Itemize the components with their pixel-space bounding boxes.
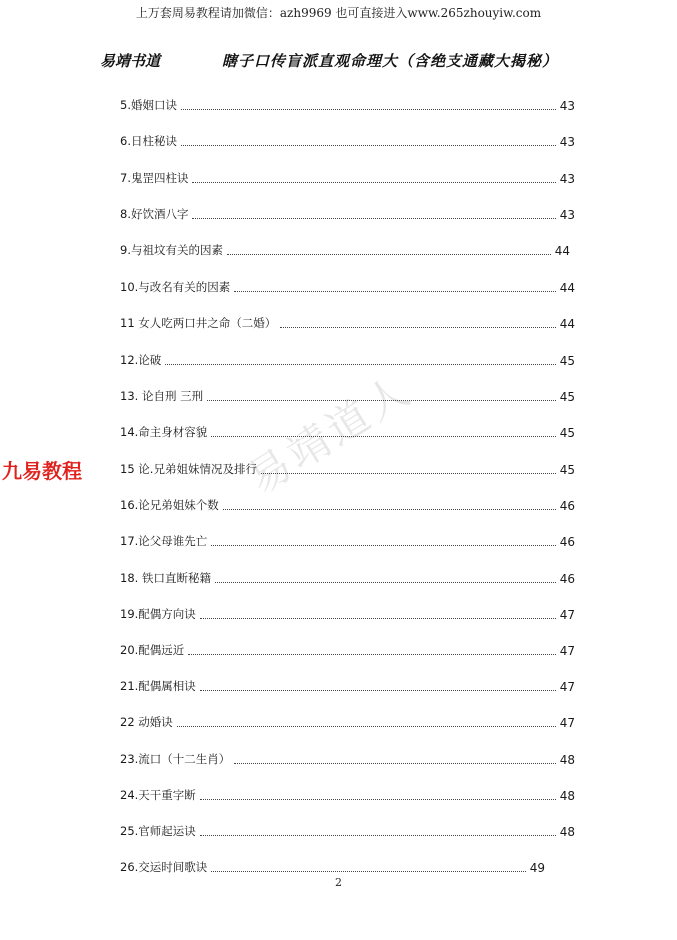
toc-entry-title: 9.与祖坟有关的因素 [120, 243, 223, 257]
header-right-title: 瞎子口传盲派直观命理大（含绝支通藏大揭秘） [222, 52, 559, 70]
toc-leader-dots [200, 834, 556, 836]
toc-entry[interactable] [120, 457, 575, 477]
toc-entry-title: 26.交运时间歌诀 [120, 860, 208, 874]
toc-entry-page: 46 [559, 499, 575, 513]
toc-leader-dots [234, 290, 555, 292]
toc-entry-title: 8.好饮酒八字 [120, 207, 189, 221]
toc-entry-page: 44 [559, 317, 575, 331]
toc-leader-dots [215, 581, 556, 583]
toc-leader-dots [200, 798, 556, 800]
header-left-title: 易靖书道 [100, 52, 161, 70]
toc-entry[interactable] [120, 420, 575, 440]
toc-entry-page: 48 [559, 753, 575, 767]
toc-entry[interactable] [120, 202, 575, 222]
toc-entry[interactable] [120, 384, 575, 404]
toc-entry[interactable] [120, 747, 575, 767]
toc-entry[interactable] [120, 275, 575, 295]
watermark: 易靖道人 [239, 364, 422, 504]
toc-entry-title: 24.天干重字断 [120, 788, 196, 802]
toc-entry[interactable] [120, 819, 575, 839]
toc-entry[interactable] [120, 93, 575, 113]
top-banner: 上万套周易教程请加微信：azh9969 也可直接进入www.265zhouyiw.com [135, 6, 542, 20]
toc-entry[interactable] [120, 529, 575, 549]
toc-leader-dots [200, 689, 556, 691]
toc-entry[interactable] [120, 710, 575, 730]
toc-entry-page: 43 [559, 99, 575, 113]
toc-entry[interactable] [120, 166, 575, 186]
toc-entry-page: 44 [554, 244, 570, 258]
toc-entry-title: 15 论.兄弟姐妹情况及排行 [120, 462, 257, 476]
toc-entry-title: 23.流口（十二生肖） [120, 752, 231, 766]
toc-leader-dots [192, 217, 555, 219]
toc-leader-dots [181, 144, 556, 146]
toc-leader-dots [188, 653, 555, 655]
side-label: 九易教程 [2, 459, 82, 483]
toc-leader-dots [223, 508, 556, 510]
toc-entry-title: 7.鬼罡四柱诀 [120, 171, 189, 185]
toc-entry-title: 5.婚姻口诀 [120, 98, 177, 112]
toc-entry[interactable] [120, 674, 575, 694]
toc-entry-page: 43 [559, 135, 575, 149]
toc-entry[interactable] [120, 783, 575, 803]
toc-leader-dots [227, 253, 551, 255]
toc-entry-page: 45 [559, 354, 575, 368]
toc-entry-title: 19.配偶方向诀 [120, 607, 196, 621]
toc-entry-title: 20.配偶远近 [120, 643, 185, 657]
toc-leader-dots [200, 617, 556, 619]
toc-entry-title: 16.论兄弟姐妹个数 [120, 498, 219, 512]
toc-entry-title: 6.日柱秘诀 [120, 134, 177, 148]
toc-leader-dots [280, 326, 555, 328]
toc-entry-title: 11 女人吃两口井之命（二婚） [120, 316, 277, 330]
toc-entry[interactable] [120, 638, 575, 658]
toc-entry-title: 21.配偶属相诀 [120, 679, 196, 693]
toc-entry-page: 47 [559, 680, 575, 694]
toc-entry-page: 45 [559, 463, 575, 477]
toc-entry[interactable] [120, 566, 575, 586]
toc-leader-dots [211, 544, 555, 546]
toc-entry-page: 47 [559, 608, 575, 622]
toc-entry[interactable] [120, 493, 575, 513]
toc-leader-dots [207, 399, 556, 401]
toc-leader-dots [165, 363, 555, 365]
toc-entry-page: 44 [559, 281, 575, 295]
toc-entry-page: 46 [559, 535, 575, 549]
toc-leader-dots [261, 472, 556, 474]
toc-entry[interactable] [120, 602, 575, 622]
toc-entry-page: 45 [559, 426, 575, 440]
toc-leader-dots [192, 181, 555, 183]
toc-entry-page: 45 [559, 390, 575, 404]
toc-entry[interactable] [120, 348, 575, 368]
toc-entry[interactable] [120, 855, 545, 875]
toc-entry-title: 13. 论自刑 三刑 [120, 389, 204, 403]
toc-entry-title: 10.与改名有关的因素 [120, 280, 231, 294]
toc-leader-dots [211, 870, 525, 872]
toc-entry-title: 17.论父母谁先亡 [120, 534, 208, 548]
toc-leader-dots [211, 435, 555, 437]
toc-entry-page: 43 [559, 208, 575, 222]
toc-entry-page: 48 [559, 789, 575, 803]
toc-entry-page: 48 [559, 825, 575, 839]
toc-leader-dots [234, 762, 555, 764]
toc-entry-title: 12.论破 [120, 353, 162, 367]
toc-entry-title: 25.官师起运诀 [120, 824, 196, 838]
toc-entry-page: 43 [559, 172, 575, 186]
toc-entry-page: 49 [529, 861, 545, 875]
toc-entry-page: 47 [559, 716, 575, 730]
page-number: 2 [335, 876, 342, 889]
toc-entry-title: 18. 铁口直断秘籍 [120, 571, 211, 585]
toc-entry-page: 46 [559, 572, 575, 586]
toc-leader-dots [181, 108, 556, 110]
toc-entry-page: 47 [559, 644, 575, 658]
toc-entry-title: 22 动婚诀 [120, 715, 173, 729]
toc-entry[interactable] [120, 311, 575, 331]
toc-entry-title: 14.命主身材容貌 [120, 425, 208, 439]
toc-entry[interactable] [120, 129, 575, 149]
toc-leader-dots [177, 725, 556, 727]
toc-entry[interactable] [120, 238, 570, 258]
